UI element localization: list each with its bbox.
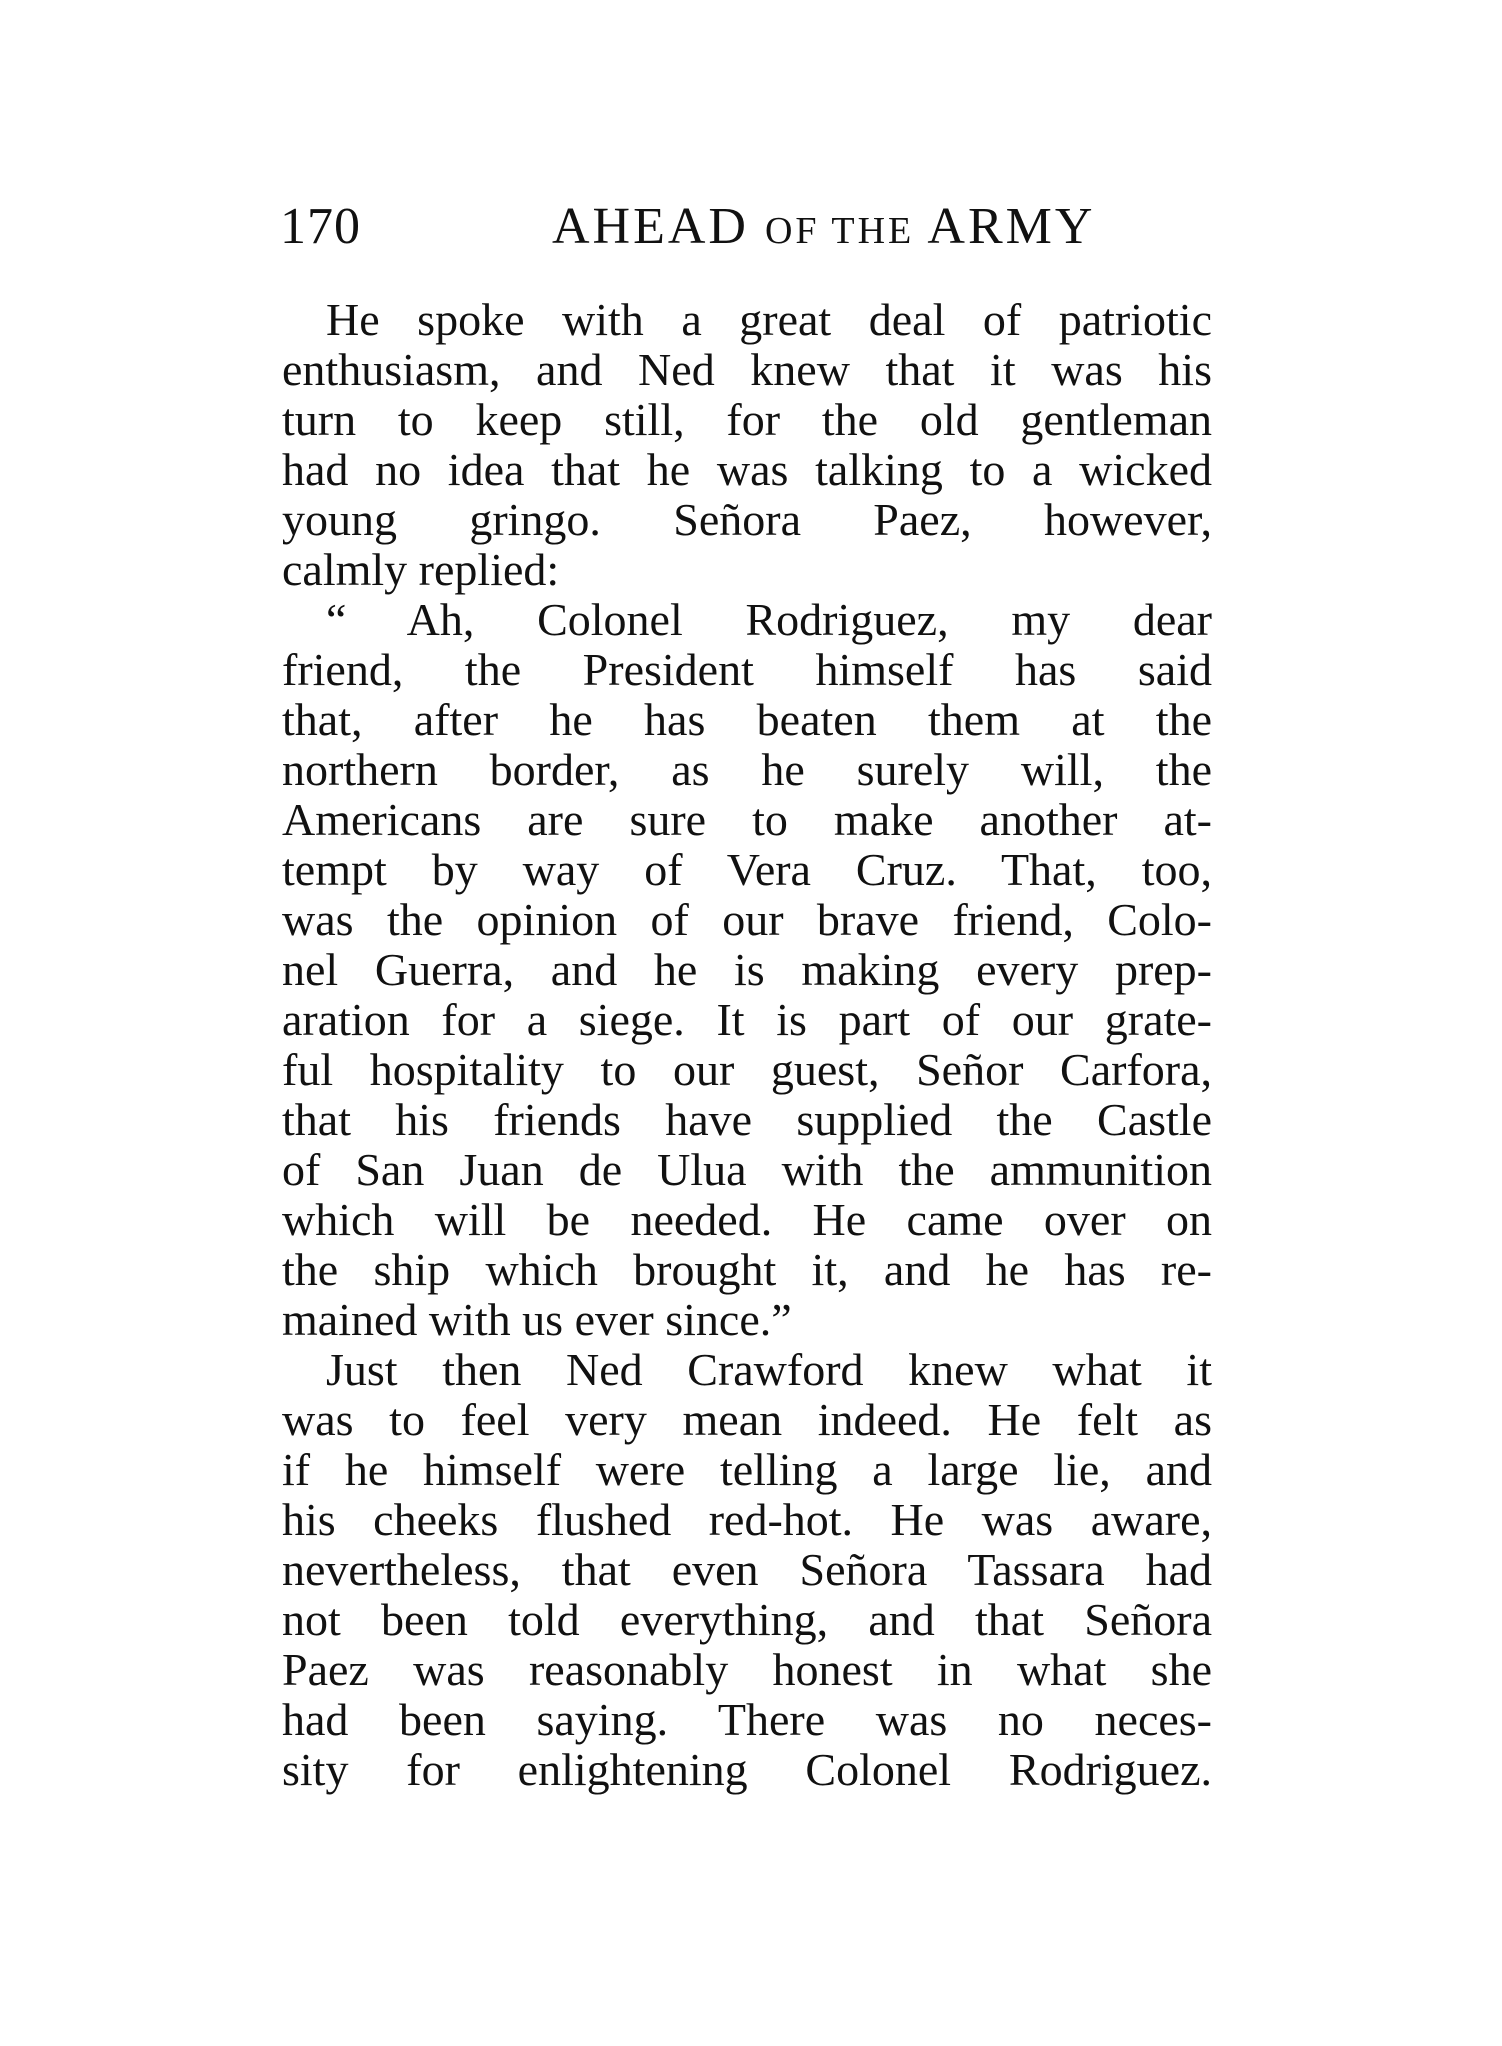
text-line: mained with us ever since.” xyxy=(282,1294,792,1345)
text-line: aration for a siege. It is part of our grate- xyxy=(282,994,1212,1045)
text-line: his cheeks flushed red-hot. He was aware, xyxy=(282,1494,1212,1545)
text-line: young gringo. Señora Paez, however, xyxy=(282,494,1212,545)
text-line: had no idea that he was talking to a wicked xyxy=(282,444,1212,495)
text-line: if he himself were telling a large lie, and xyxy=(282,1444,1212,1495)
text-line: which will be needed. He came over on xyxy=(282,1194,1212,1245)
text-line: ful hospitality to our guest, Señor Carfora, xyxy=(282,1044,1212,1095)
text-line: Just then Ned Crawford knew what it xyxy=(326,1344,1212,1395)
text-line: the ship which brought it, and he has re- xyxy=(282,1244,1212,1295)
text-line: was to feel very mean indeed. He felt as xyxy=(282,1394,1212,1445)
text-line: enthusiasm, and Ned knew that it was his xyxy=(282,344,1212,395)
text-line: had been saying. There was no neces- xyxy=(282,1694,1212,1745)
running-head xyxy=(552,197,1095,261)
text-line: Americans are sure to make another at- xyxy=(282,794,1212,845)
text-line: northern border, as he surely will, the xyxy=(282,744,1212,795)
text-line: “ Ah, Colonel Rodriguez, my dear xyxy=(326,594,1212,645)
text-line: calmly replied: xyxy=(282,544,560,595)
text-line: nevertheless, that even Señora Tassara had xyxy=(282,1544,1212,1595)
page-number: 170 xyxy=(280,198,361,255)
running-head-word-ahead: AHEAD xyxy=(552,198,749,255)
text-line: friend, the President himself has said xyxy=(282,644,1212,695)
text-line: not been told everything, and that Señora xyxy=(282,1594,1212,1645)
text-line: sity for enlightening Colonel Rodriguez. xyxy=(282,1744,1212,1795)
text-line: of San Juan de Ulua with the ammunition xyxy=(282,1144,1212,1195)
text-line: Paez was reasonably honest in what she xyxy=(282,1644,1212,1695)
running-head-word-army: ARMY xyxy=(927,198,1096,255)
text-line: tempt by way of Vera Cruz. That, too, xyxy=(282,844,1212,895)
text-line: that, after he has beaten them at the xyxy=(282,694,1212,745)
running-head-word-of-the: OF THE xyxy=(764,210,915,252)
text-line: that his friends have supplied the Castle xyxy=(282,1094,1212,1145)
text-line: He spoke with a great deal of patriotic xyxy=(326,294,1212,345)
text-line: was the opinion of our brave friend, Colo- xyxy=(282,894,1212,945)
text-line: nel Guerra, and he is making every prep- xyxy=(282,944,1212,995)
body-text xyxy=(282,295,1212,1795)
text-line: turn to keep still, for the old gentleman xyxy=(282,394,1212,445)
